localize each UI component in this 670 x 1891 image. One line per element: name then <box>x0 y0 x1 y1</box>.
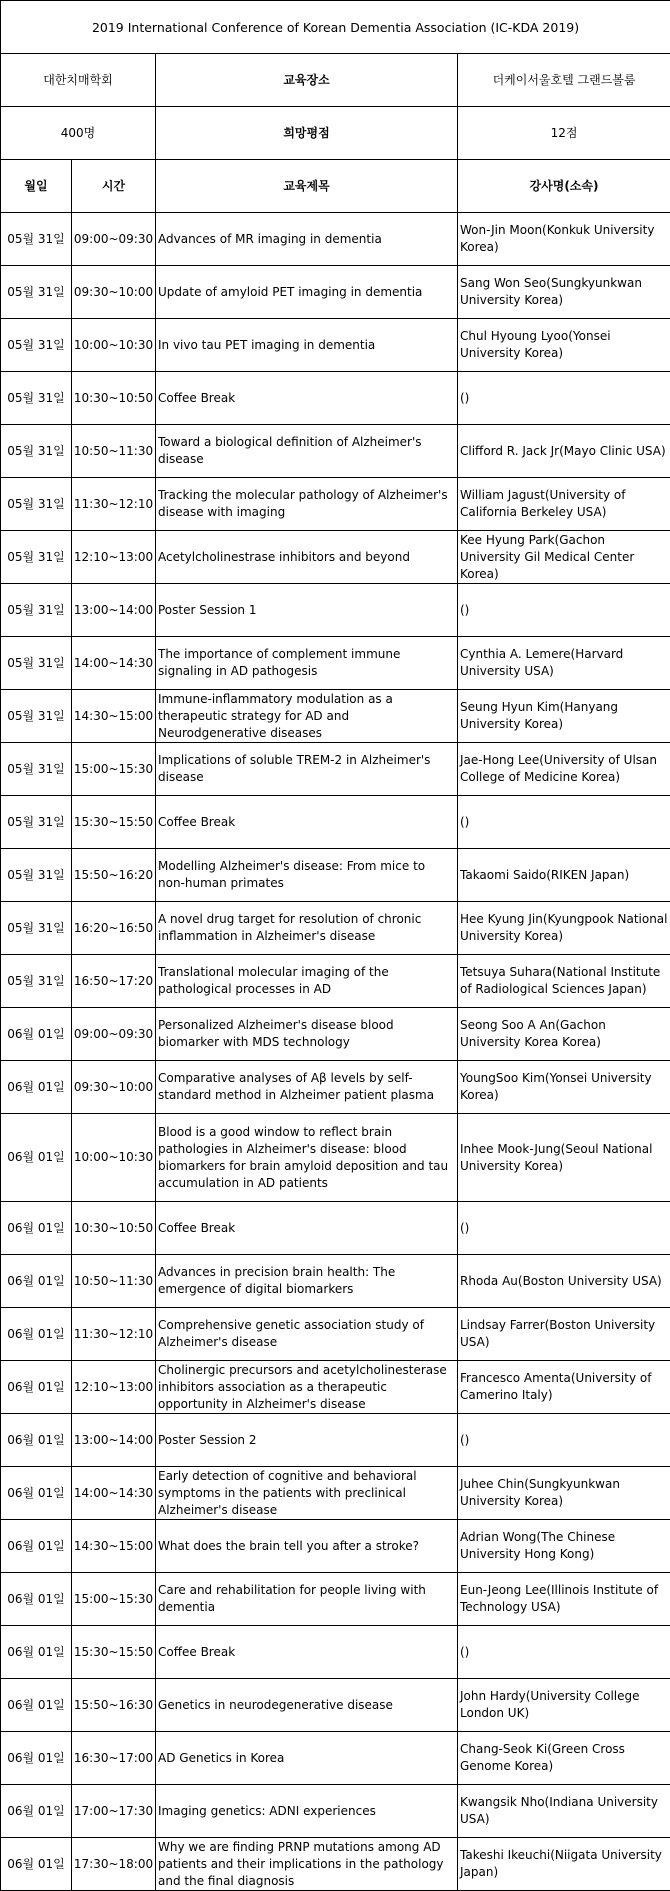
speaker-cell: Hee Kyung Jin(Kyungpook National University Korea) <box>458 902 670 955</box>
speaker-cell: () <box>458 1202 670 1255</box>
date-cell: 05월 31일 <box>1 372 72 425</box>
time-cell: 09:30~10:00 <box>72 1061 156 1114</box>
table-row <box>1 213 670 266</box>
time-cell: 09:00~09:30 <box>72 1008 156 1061</box>
topic-cell: Genetics in neurodegenerative disease <box>156 1679 458 1732</box>
speaker-cell: Lindsay Farrer(Boston University USA) <box>458 1308 670 1361</box>
table-row <box>1 372 670 425</box>
table-row <box>1 425 670 478</box>
topic-cell: Advances in precision brain health: The emergence of digital biomarkers <box>156 1255 458 1308</box>
date-cell: 06월 01일 <box>1 1361 72 1414</box>
time-cell: 14:30~15:00 <box>72 1520 156 1573</box>
speaker-cell: () <box>458 584 670 637</box>
table-row <box>1 1308 670 1361</box>
date-cell: 05월 31일 <box>1 849 72 902</box>
speaker-cell: Tetsuya Suhara(National Institute of Radiological Sciences Japan) <box>458 955 670 1008</box>
date-cell: 06월 01일 <box>1 1679 72 1732</box>
topic-cell: Advances of MR imaging in dementia <box>156 213 458 266</box>
topic-cell: Acetylcholinestrase inhibitors and beyond <box>156 531 458 584</box>
header-time: 시간 <box>72 160 156 213</box>
speaker-cell: Cynthia A. Lemere(Harvard University USA) <box>458 637 670 690</box>
table-row <box>1 1732 670 1785</box>
venue-value: 더케이서울호텔 그랜드볼룸 <box>458 54 670 107</box>
date-cell: 05월 31일 <box>1 796 72 849</box>
date-cell: 06월 01일 <box>1 1626 72 1679</box>
speaker-cell: () <box>458 796 670 849</box>
date-cell: 06월 01일 <box>1 1061 72 1114</box>
speaker-cell: Seong Soo A An(Gachon University Korea Korea) <box>458 1008 670 1061</box>
speaker-cell: Inhee Mook-Jung(Seoul National University Korea) <box>458 1114 670 1202</box>
time-cell: 10:50~11:30 <box>72 425 156 478</box>
topic-cell: Early detection of cognitive and behavioral symptoms in the patients with preclinical Alzheimer's disease <box>156 1467 458 1520</box>
time-cell: 16:50~17:20 <box>72 955 156 1008</box>
date-cell: 05월 31일 <box>1 425 72 478</box>
speaker-cell: Takaomi Saido(RIKEN Japan) <box>458 849 670 902</box>
speaker-cell: Francesco Amenta(University of Camerino Italy) <box>458 1361 670 1414</box>
venue-label: 교육장소 <box>156 54 458 107</box>
date-cell: 05월 31일 <box>1 478 72 531</box>
date-cell: 05월 31일 <box>1 213 72 266</box>
table-row <box>1 1008 670 1061</box>
speaker-cell: Seung Hyun Kim(Hanyang University Korea) <box>458 690 670 743</box>
time-cell: 13:00~14:00 <box>72 584 156 637</box>
time-cell: 09:00~09:30 <box>72 213 156 266</box>
speaker-cell: () <box>458 372 670 425</box>
speaker-cell: Takeshi Ikeuchi(Niigata University Japan) <box>458 1838 670 1891</box>
time-cell: 16:30~17:00 <box>72 1732 156 1785</box>
time-cell: 13:00~14:00 <box>72 1414 156 1467</box>
speaker-cell: Sang Won Seo(Sungkyunkwan University Korea) <box>458 266 670 319</box>
time-cell: 15:00~15:30 <box>72 743 156 796</box>
topic-cell: AD Genetics in Korea <box>156 1732 458 1785</box>
speaker-cell: Chang-Seok Ki(Green Cross Genome Korea) <box>458 1732 670 1785</box>
date-cell: 06월 01일 <box>1 1202 72 1255</box>
time-cell: 11:30~12:10 <box>72 478 156 531</box>
table-row <box>1 1414 670 1467</box>
time-cell: 15:30~15:50 <box>72 1626 156 1679</box>
topic-cell: Imaging genetics: ADNI experiences <box>156 1785 458 1838</box>
date-cell: 06월 01일 <box>1 1414 72 1467</box>
speaker-cell: Kee Hyung Park(Gachon University Gil Medical Center Korea) <box>458 531 670 584</box>
topic-cell: Coffee Break <box>156 796 458 849</box>
table-row <box>1 1679 670 1732</box>
date-cell: 06월 01일 <box>1 1732 72 1785</box>
topic-cell: Blood is a good window to reflect brain pathologies in Alzheimer's disease: blood biomarkers for brain amyloid deposition and tau accumulation in AD patients <box>156 1114 458 1202</box>
date-cell: 06월 01일 <box>1 1785 72 1838</box>
rating-value: 12점 <box>458 107 670 160</box>
table-row <box>1 478 670 531</box>
date-cell: 05월 31일 <box>1 955 72 1008</box>
table-row <box>1 266 670 319</box>
table-row <box>1 1785 670 1838</box>
time-cell: 15:00~15:30 <box>72 1573 156 1626</box>
table-row <box>1 1838 670 1891</box>
organizer: 대한치매학회 <box>1 54 156 107</box>
date-cell: 05월 31일 <box>1 637 72 690</box>
date-cell: 06월 01일 <box>1 1008 72 1061</box>
time-cell: 14:30~15:00 <box>72 690 156 743</box>
topic-cell: Why we are finding PRNP mutations among AD patients and their implications in the pathology and the final diagnosis <box>156 1838 458 1891</box>
table-row <box>1 584 670 637</box>
topic-cell: Tracking the molecular pathology of Alzheimer's disease with imaging <box>156 478 458 531</box>
topic-cell: Update of amyloid PET imaging in dementia <box>156 266 458 319</box>
table-row <box>1 1114 670 1202</box>
speaker-cell: Chul Hyoung Lyoo(Yonsei University Korea) <box>458 319 670 372</box>
topic-cell: Poster Session 1 <box>156 584 458 637</box>
date-cell: 06월 01일 <box>1 1573 72 1626</box>
table-row <box>1 1626 670 1679</box>
date-cell: 06월 01일 <box>1 1255 72 1308</box>
table-row <box>1 531 670 584</box>
time-cell: 14:00~14:30 <box>72 1467 156 1520</box>
conference-title: 2019 International Conference of Korean Dementia Association (IC-KDA 2019) <box>1 1 670 54</box>
topic-cell: Coffee Break <box>156 1202 458 1255</box>
speaker-cell: Adrian Wong(The Chinese University Hong Kong) <box>458 1520 670 1573</box>
speaker-cell: Rhoda Au(Boston University USA) <box>458 1255 670 1308</box>
time-cell: 16:20~16:50 <box>72 902 156 955</box>
time-cell: 14:00~14:30 <box>72 637 156 690</box>
date-cell: 05월 31일 <box>1 902 72 955</box>
date-cell: 05월 31일 <box>1 690 72 743</box>
header-topic: 교육제목 <box>156 160 458 213</box>
header-speaker: 강사명(소속) <box>458 160 670 213</box>
time-cell: 11:30~12:10 <box>72 1308 156 1361</box>
speaker-cell: John Hardy(University College London UK) <box>458 1679 670 1732</box>
date-cell: 05월 31일 <box>1 743 72 796</box>
time-cell: 15:50~16:20 <box>72 849 156 902</box>
topic-cell: Poster Session 2 <box>156 1414 458 1467</box>
date-cell: 06월 01일 <box>1 1308 72 1361</box>
speaker-cell: Clifford R. Jack Jr(Mayo Clinic USA) <box>458 425 670 478</box>
topic-cell: Coffee Break <box>156 372 458 425</box>
time-cell: 10:30~10:50 <box>72 372 156 425</box>
topic-cell: Immune-inflammatory modulation as a therapeutic strategy for AD and Neurodgenerative diseases <box>156 690 458 743</box>
topic-cell: Comprehensive genetic association study of Alzheimer's disease <box>156 1308 458 1361</box>
speaker-cell: Eun-Jeong Lee(Illinois Institute of Technology USA) <box>458 1573 670 1626</box>
table-row <box>1 1361 670 1414</box>
time-cell: 10:50~11:30 <box>72 1255 156 1308</box>
table-row <box>1 637 670 690</box>
table-row <box>1 902 670 955</box>
header-date: 월일 <box>1 160 72 213</box>
topic-cell: The importance of complement immune signaling in AD pathogesis <box>156 637 458 690</box>
speaker-cell: YoungSoo Kim(Yonsei University Korea) <box>458 1061 670 1114</box>
topic-cell: A novel drug target for resolution of chronic inflammation in Alzheimer's disease <box>156 902 458 955</box>
table-row <box>1 1061 670 1114</box>
capacity: 400명 <box>1 107 156 160</box>
time-cell: 09:30~10:00 <box>72 266 156 319</box>
time-cell: 17:30~18:00 <box>72 1838 156 1891</box>
speaker-cell: () <box>458 1414 670 1467</box>
topic-cell: Translational molecular imaging of the pathological processes in AD <box>156 955 458 1008</box>
topic-cell: Coffee Break <box>156 1626 458 1679</box>
topic-cell: Modelling Alzheimer's disease: From mice to non-human primates <box>156 849 458 902</box>
speaker-cell: William Jagust(University of California Berkeley USA) <box>458 478 670 531</box>
date-cell: 05월 31일 <box>1 584 72 637</box>
table-row <box>1 1520 670 1573</box>
date-cell: 05월 31일 <box>1 531 72 584</box>
table-row <box>1 1573 670 1626</box>
topic-cell: Cholinergic precursors and acetylcholinesterase inhibitors association as a therapeutic opportunity in Alzheimer's disease <box>156 1361 458 1414</box>
topic-cell: Toward a biological definition of Alzheimer's disease <box>156 425 458 478</box>
speaker-cell: Juhee Chin(Sungkyunkwan University Korea) <box>458 1467 670 1520</box>
topic-cell: Personalized Alzheimer's disease blood biomarker with MDS technology <box>156 1008 458 1061</box>
date-cell: 05월 31일 <box>1 319 72 372</box>
table-row <box>1 955 670 1008</box>
speaker-cell: () <box>458 1626 670 1679</box>
table-row <box>1 1255 670 1308</box>
topic-cell: What does the brain tell you after a stroke? <box>156 1520 458 1573</box>
speaker-cell: Kwangsik Nho(Indiana University USA) <box>458 1785 670 1838</box>
table-row <box>1 1202 670 1255</box>
date-cell: 06월 01일 <box>1 1114 72 1202</box>
topic-cell: Implications of soluble TREM-2 in Alzheimer's disease <box>156 743 458 796</box>
table-row <box>1 796 670 849</box>
topic-cell: Care and rehabilitation for people living with dementia <box>156 1573 458 1626</box>
time-cell: 15:50~16:30 <box>72 1679 156 1732</box>
date-cell: 06월 01일 <box>1 1520 72 1573</box>
table-row <box>1 319 670 372</box>
speaker-cell: Jae-Hong Lee(University of Ulsan College of Medicine Korea) <box>458 743 670 796</box>
time-cell: 12:10~13:00 <box>72 1361 156 1414</box>
speaker-cell: Won-Jin Moon(Konkuk University Korea) <box>458 213 670 266</box>
time-cell: 10:00~10:30 <box>72 1114 156 1202</box>
date-cell: 06월 01일 <box>1 1838 72 1891</box>
time-cell: 17:00~17:30 <box>72 1785 156 1838</box>
topic-cell: In vivo tau PET imaging in dementia <box>156 319 458 372</box>
table-row <box>1 849 670 902</box>
date-cell: 06월 01일 <box>1 1467 72 1520</box>
table-row <box>1 690 670 743</box>
table-row <box>1 1467 670 1520</box>
date-cell: 05월 31일 <box>1 266 72 319</box>
time-cell: 15:30~15:50 <box>72 796 156 849</box>
time-cell: 10:30~10:50 <box>72 1202 156 1255</box>
time-cell: 12:10~13:00 <box>72 531 156 584</box>
table-row <box>1 743 670 796</box>
time-cell: 10:00~10:30 <box>72 319 156 372</box>
topic-cell: Comparative analyses of Aβ levels by self-standard method in Alzheimer patient plasma <box>156 1061 458 1114</box>
rating-label: 희망평점 <box>156 107 458 160</box>
